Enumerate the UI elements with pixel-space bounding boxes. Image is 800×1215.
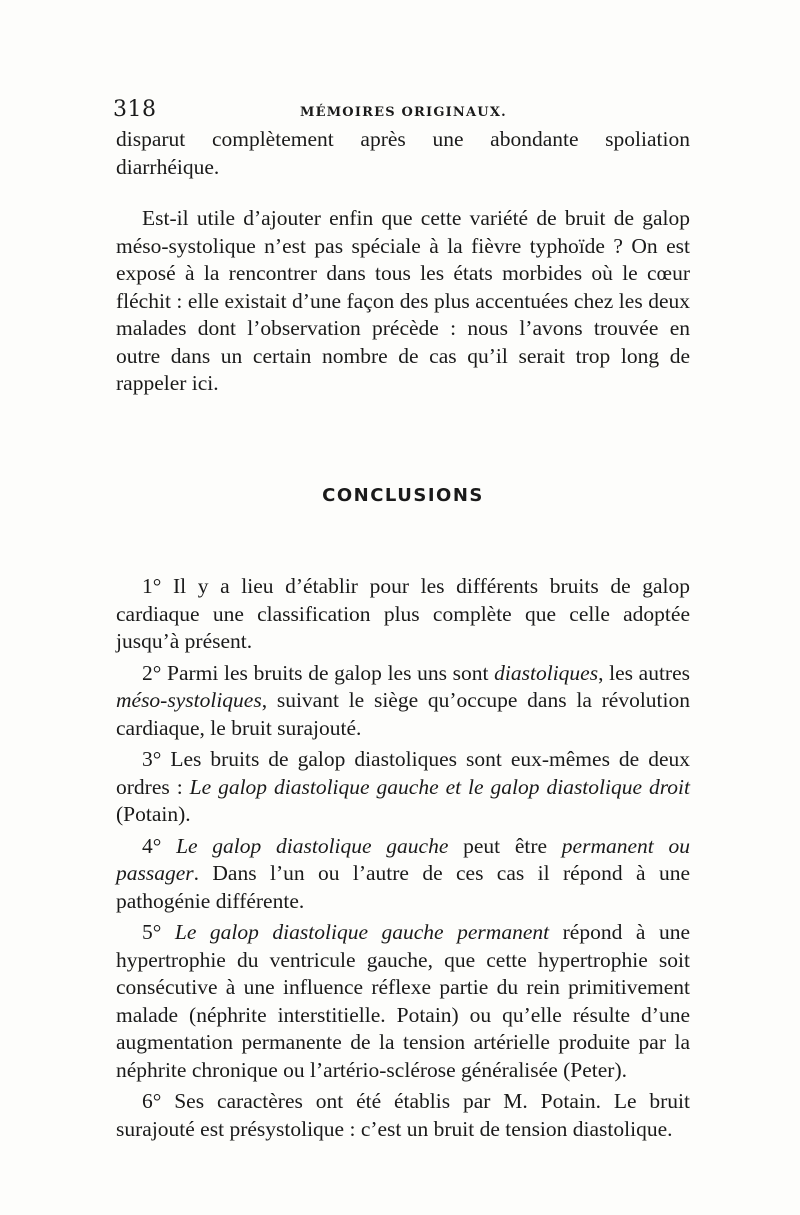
conclusion-4-text-e: . Dans l’un ou l’autre de ces cas il répond à une pathogénie différente. xyxy=(116,861,690,913)
conclusion-2-text-e: , suivant le siège qu’occupe dans la révolution cardiaque, le bruit surajouté. xyxy=(116,688,690,740)
conclusion-5-text-a: 5° xyxy=(142,920,175,944)
page-body xyxy=(116,126,690,1143)
conclusion-3-text-a: 3° Les bruits de galop diastoliques sont eux-mêmes de deux ordres : xyxy=(116,747,690,799)
conclusion-item-1: 1° Il y a lieu d’établir pour les différents bruits de galop cardiaque une classification plus complète que celle adoptée jusqu’à présent. xyxy=(116,574,690,653)
section-title-conclusions: CONCLUSIONS xyxy=(322,484,484,506)
paragraph-continued: disparut complètement après une abondante spoliation diarrhéique. xyxy=(116,127,690,179)
conclusion-4-italic-permanent-passager: permanent ou passager xyxy=(116,833,690,885)
conclusion-2-italic-meso-systoliques: méso-systoliques xyxy=(116,688,262,712)
conclusion-4-text-a: 4° xyxy=(142,833,177,858)
conclusion-item-4 xyxy=(116,833,690,916)
page-header xyxy=(113,97,693,125)
conclusion-item-5 xyxy=(116,919,690,1084)
page-number: 318 xyxy=(113,97,157,122)
conclusion-4-text-c: peut être xyxy=(448,833,562,858)
conclusion-3-text-c: (Potain). xyxy=(116,802,191,826)
conclusion-item-2 xyxy=(116,660,690,743)
conclusion-2-italic-diastoliques: diastoliques xyxy=(494,660,599,685)
conclusion-2-text-a: 2° Parmi les bruits de galop les uns sont xyxy=(142,660,495,685)
conclusion-item-6: 6° Ses caractères ont été établis par M. Potain. Le bruit surajouté est présystolique : c’est un bruit de tension diastolique. xyxy=(116,1089,690,1141)
conclusion-item-3 xyxy=(116,746,690,829)
running-head: MÉMOIRES ORIGINAUX. xyxy=(300,105,507,120)
conclusion-4-italic-galop-gauche: Le galop diastolique gauche xyxy=(176,833,449,858)
conclusion-5-italic-galop-permanent: Le galop diastolique gauche permanent xyxy=(174,920,550,944)
conclusion-3-italic-galop-types: Le galop diastolique gauche et le galop diastolique droit xyxy=(189,774,690,799)
paragraph-galop-meso-systolique: Est-il utile d’ajouter enfin que cette variété de bruit de galop méso-systolique n’est pas spéciale à la fièvre typhoïde ? On est exposé à la rencontrer dans tous les états morbides où le cœur fléchit : elle existait d’une façon des plus accentuées chez les deux malades dont l’observation précède : nous l’avons trouvée en outre dans un certain nombre de cas qu’il serait trop long de rappeler ici. xyxy=(116,206,690,395)
conclusion-5-text-c: répond à une hypertrophie du ventricule gauche, que cette hypertrophie soit consécutive à une influence réflexe partie du rein primitivement malade (néphrite interstitielle. Potain) ou qu’elle résulte d’une augmentation permanente de la tension artérielle produite par la néphrite chronique ou l’artério-sclérose généralisée (Peter). xyxy=(116,920,690,1082)
conclusion-2-text-c: , les autres xyxy=(598,660,690,685)
